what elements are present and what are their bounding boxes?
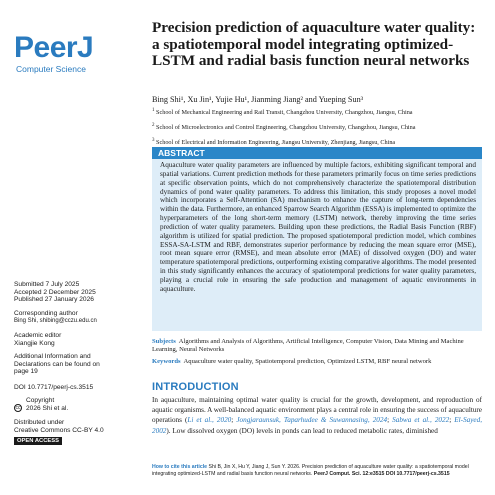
intro-text: In aquaculture, maintaining optimal water quality is crucial for the growth, development, and reproduction of aquatic organisms. A well-balanced aquatic environment plays a central role in ensuring the success of aquaculture operations (Li et al., 2020; Jongjaraunsuk, Taparhudee & Suwannasing, 2024; Sabwa et al., 2022; El-Sayed, 2002). Low dissolved oxygen (DO) levels in ponds can lead to reduced metabolic rates, diminished xyxy=(152,396,482,435)
submitted-date: Submitted 7 July 2025 xyxy=(14,281,80,288)
logo-subtitle: Computer Science xyxy=(16,64,86,74)
academic-editor xyxy=(14,332,144,347)
cc-icon: cc xyxy=(15,405,21,411)
subjects xyxy=(152,338,482,354)
copyright: Copyright 2026 Shi et al. xyxy=(26,397,69,412)
subjects-text: Algorithms and Analysis of Algorithms, Artificial Intelligence, Computer Vision, Data Mining and Machine Learning, Neural Networks xyxy=(152,338,464,353)
subjects-label: Subjects xyxy=(152,338,176,345)
abstract-text: Aquaculture water quality parameters are influenced by multiple factors, exhibiting significant temporal and spatial variations. Current prediction methods for these parameters primarily focus on time series predictions at specific observation points, which do not comprehensively characterize the spatiotemporal distribution dynamics of pond water quality parameters. To address this limitation, this study proposes a novel model which incorporates a Self-Attention (SA) mechanism to enhance the capture of long-term dependencies within the data. Furthermore, an enhanced Sparrow Search Algorithm (ESSA) is implemented to optimize the hyperparameters of the long short-term memory (LSTM) network, thereby improving the time series prediction of water quality parameters. Building upon these predictions, the Radial Basis Function (RBF) algorithm is utilized for spatial prediction. The proposed spatiotemporal prediction model, which combines ESSA-SA-LSTM and RBF, demonstrates superior performance by reducing the mean square error (MSE), root mean square error (RMSE), and mean absolute error (MAE) of dissolved oxygen (DO) and water temperature spatiotemporal predictions, outperforming existing comparative algorithms. The model presented in this study significantly enhances the accuracy of spatiotemporal predictions for water quality parameters, playing a crucial role in ensuring the safe production and management of aquatic environments in aquaculture. xyxy=(160,161,476,293)
corr-label: Corresponding author xyxy=(14,310,78,317)
intro-heading: INTRODUCTION xyxy=(152,381,239,393)
corresponding-author xyxy=(14,310,144,325)
citation-footer: How to cite this article Shi B, Jin X, Hu Y, Jiang J, Sun Y. 2026. Precision prediction of aquaculture water quality: a spatiotemporal model integrating optimized-LSTM and radial basis function neural networks. PeerJ Comput. Sci. 12:e3515 DOI 10.7717/peerj-cs.3515 xyxy=(152,464,469,477)
abstract-heading: ABSTRACT xyxy=(152,147,482,159)
accepted-date: Accepted 2 December 2025 xyxy=(14,288,96,296)
published-date: Published 27 January 2026 xyxy=(14,296,94,304)
affiliation-2: $^2$ School of Microelectronics and Control Engineering, Changzhou University, Changzhou, Jiangsu, China xyxy=(152,123,416,132)
affiliation-1: $^1$ School of Mechanical Engineering and Rail Transit, Changzhou University, Changzhou, Jiangsu, China xyxy=(152,108,413,117)
submission-dates xyxy=(14,281,144,304)
editor-label: Academic editor xyxy=(14,332,62,339)
editor-value: Xiangjie Kong xyxy=(14,339,55,347)
citation-link[interactable]: El-Sayed, 2002 xyxy=(152,416,482,435)
how-to-cite-label: How to cite this article xyxy=(152,464,208,470)
open-access-badge: OPEN ACCESS xyxy=(14,437,62,445)
affiliation-3: $^3$ School of Electrical and Information Engineering, Jiangsu University, Zhenjiang, Jiangsu, China xyxy=(152,138,396,147)
logo-wordmark: PeerJ xyxy=(14,31,94,64)
citation-link[interactable]: Sabwa et al., 2022 xyxy=(392,416,450,425)
doi[interactable]: DOI 10.7717/peerj-cs.3515 xyxy=(14,384,94,391)
citation-link[interactable]: Li et al., 2020 xyxy=(187,416,232,425)
keywords-label: Keywords xyxy=(152,358,181,365)
journal-ref[interactable]: PeerJ Comput. Sci. 12:e3515 DOI 10.7717/peerj-cs.3515 xyxy=(313,470,450,477)
peerj-logo xyxy=(14,32,110,76)
keywords xyxy=(152,358,482,366)
author-list: Bing Shi¹, Xu Jin¹, Yujie Hu¹, Jianming Jiang² and Yueping Sun³ xyxy=(152,95,364,104)
keywords-text: Aquaculture water quality, Spatiotemporal prediction, Optimized LSTM, RBF neural network xyxy=(183,358,432,365)
license: Distributed under Creative Commons CC-BY 4.0 xyxy=(14,419,104,434)
article-title: Precision prediction of aquaculture water quality: a spatiotemporal model integrating optimized-LSTM and radial basis function neural networks xyxy=(152,19,476,70)
additional-info: Additional Information and Declarations can be found on page 19 xyxy=(14,353,100,376)
citation-link[interactable]: Jongjaraunsuk, Taparhudee & Suwannasing, 2024 xyxy=(236,416,388,425)
corr-value[interactable]: Bing Shi, shibing@cczu.edu.cn xyxy=(14,317,97,324)
